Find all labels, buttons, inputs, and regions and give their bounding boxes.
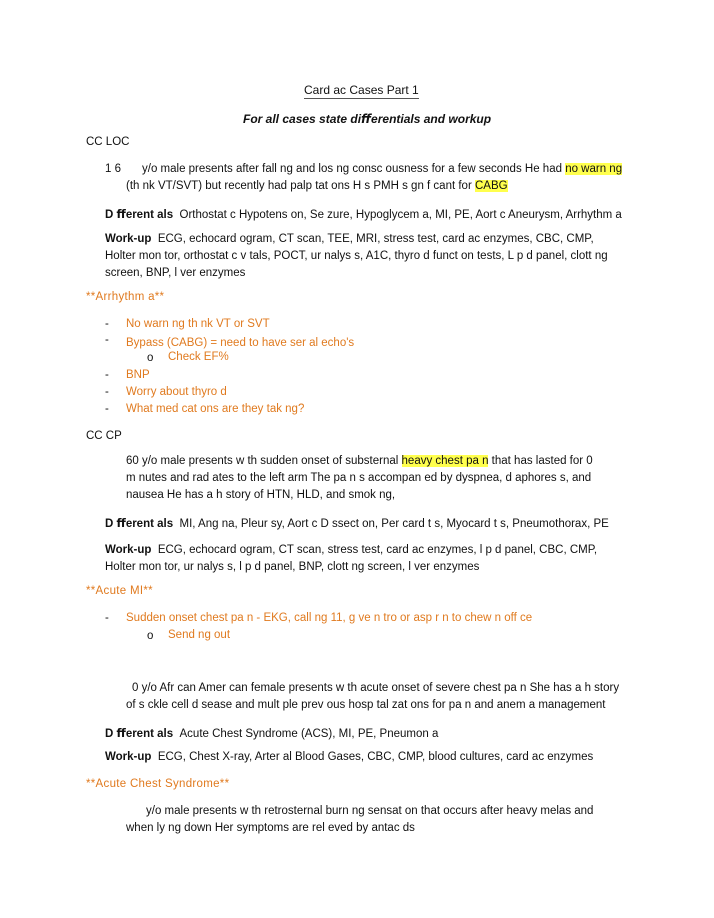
case2-differentials bbox=[105, 516, 609, 530]
workup-text: ECG, echocard ogram, CT scan, TEE, MRI, stress test, card ac enzymes, CBC, CMP, Holter mon tor, orthostat c v tals, POCT, ur nalys s, A1C, thyro d funct on tests, L p d panel, clott ng screen, BNP, l ver enzymes bbox=[105, 233, 608, 279]
case3-line1: 0 y/o Afr can Amer can female presents w th acute onset of severe chest pa n She has a h story bbox=[132, 682, 620, 694]
case2-workup bbox=[105, 542, 625, 576]
case1-line1-text: y/o male presents after fall ng and los ng consc ousness for a few seconds He had bbox=[142, 163, 566, 175]
differentials-text: Acute Chest Syndrome (ACS), MI, PE, Pneumon a bbox=[179, 728, 439, 740]
case2-bullet: Sudden onset chest pa n - EKG, call ng 11, g ve n tro or asp r n to chew n off ce bbox=[126, 612, 533, 624]
case1-bullet-5: What med cat ons are they tak ng? bbox=[126, 403, 305, 415]
case1-heading: **Arrhythm a** bbox=[86, 291, 165, 303]
dash: - bbox=[105, 318, 109, 330]
case1-line1 bbox=[142, 163, 622, 175]
differentials-label: D ﬀerent als bbox=[105, 728, 174, 740]
sub-bullet-marker: o bbox=[147, 352, 154, 364]
case1-bullet-2: Bypass (CABG) = need to have ser al echo's bbox=[126, 337, 355, 349]
case1-cc: CC LOC bbox=[86, 136, 130, 148]
case2-line3: nausea He has a h story of HTN, HLD, and smok ng, bbox=[126, 489, 396, 501]
case2-line2: m nutes and rad ates to the left arm The pa n s accompan ed by dyspnea, d aphores s, and bbox=[126, 472, 592, 484]
workup-label: Work-up bbox=[105, 751, 152, 763]
page-subtitle: For all cases state diﬀerentials and workup bbox=[243, 112, 492, 126]
case3-line2: of s ckle cell d sease and mult ple prev ous hosp tal zat ons for pa n and anem a management bbox=[126, 699, 606, 711]
dash: - bbox=[105, 369, 109, 381]
workup-text: ECG, echocard ogram, CT scan, stress test, card ac enzymes, l p d panel, CBC, CMP, Holter mon tor, ur nalys s, l p d panel, BNP, clott ng screen, l ver enzymes bbox=[105, 544, 598, 573]
case1-sub-bullet: Check EF% bbox=[168, 351, 229, 363]
case1-bullet-3: BNP bbox=[126, 369, 150, 381]
case3-heading: **Acute Chest Syndrome** bbox=[86, 778, 230, 790]
sub-bullet-marker: o bbox=[147, 630, 154, 642]
case1-number: 1 6 bbox=[105, 163, 121, 175]
case1-bullet-4: Worry about thyro d bbox=[126, 386, 227, 398]
workup-text: ECG, Chest X-ray, Arter al Blood Gases, CBC, CMP, blood cultures, card ac enzymes bbox=[157, 751, 594, 763]
case1-differentials bbox=[105, 207, 622, 221]
highlight-no-warning: no warn ng bbox=[565, 163, 623, 175]
differentials-label: D ﬀerent als bbox=[105, 518, 174, 530]
case2-heading: **Acute MI** bbox=[86, 585, 153, 597]
dash: - bbox=[105, 403, 109, 415]
differentials-label: D ﬀerent als bbox=[105, 209, 174, 221]
case2-sub-bullet: Send ng out bbox=[168, 629, 231, 641]
workup-label: Work-up bbox=[105, 544, 152, 556]
case4-line2: when ly ng down Her symptoms are rel eved by antac ds bbox=[126, 822, 415, 834]
case1-bullet-1: No warn ng th nk VT or SVT bbox=[126, 318, 270, 330]
case1-line2-text: (th nk VT/SVT) but recently had palp tat ons H s PMH s gn f cant for bbox=[126, 180, 475, 192]
highlight-heavy-chest-pain: heavy chest pa n bbox=[401, 455, 489, 467]
case2-cc: CC CP bbox=[86, 430, 122, 442]
case4-line1: y/o male presents w th retrosternal burn ng sensat on that occurs after heavy melas and bbox=[146, 805, 594, 817]
dash: - bbox=[105, 386, 109, 398]
page-title: Card ac Cases Part 1 bbox=[304, 83, 419, 97]
case1-workup bbox=[105, 231, 625, 282]
differentials-text: Orthostat c Hypotens on, Se zure, Hypoglycem a, MI, PE, Aort c Aneurysm, Arrhythm a bbox=[179, 209, 622, 221]
case3-workup bbox=[105, 751, 593, 763]
differentials-text: MI, Ang na, Pleur sy, Aort c D ssect on, Per card t s, Myocard t s, Pneumothorax, PE bbox=[179, 518, 609, 530]
case2-line1-text: 60 y/o male presents w th sudden onset of substernal bbox=[126, 455, 402, 467]
case2-line1-end: that has lasted for 0 bbox=[488, 455, 593, 467]
case3-differentials bbox=[105, 726, 438, 740]
workup-label: Work-up bbox=[105, 233, 152, 245]
dash: - bbox=[105, 612, 109, 624]
case2-line1 bbox=[126, 455, 593, 467]
highlight-cabg: CABG bbox=[474, 180, 508, 192]
case1-line2 bbox=[126, 180, 508, 192]
dash: - bbox=[105, 334, 109, 346]
